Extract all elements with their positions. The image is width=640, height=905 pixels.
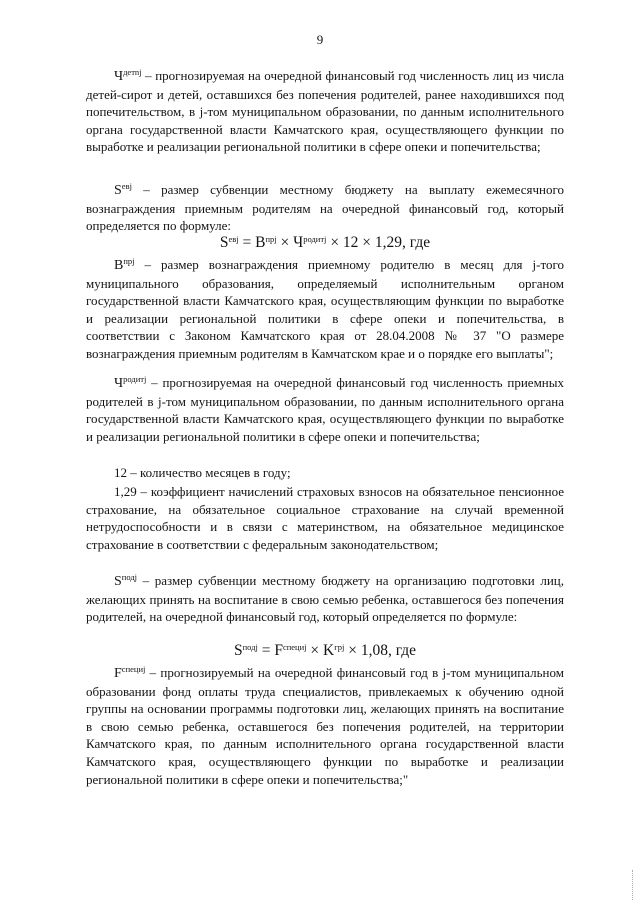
formula-operator: = bbox=[257, 642, 275, 659]
formula-operator: × bbox=[306, 642, 324, 659]
formula-superscript: прj bbox=[265, 234, 277, 244]
paragraph-text: – прогнозируемая на очередной финансовый год численность лиц из числа детей-сирот и детей, оставшихся без попечения родителей, ранее находившихся под попечительством, в j-том муниципальном образовании, по данным исполнительного органа государственной власти Камчатского края, осуществляющего функции по выработке и реализации региональной политики в сфере опеки и попечительства; bbox=[86, 68, 564, 155]
formula-symbol: K bbox=[323, 642, 335, 659]
symbol-superscript: специj bbox=[121, 664, 146, 674]
symbol-superscript: подj bbox=[121, 572, 138, 582]
symbol-s: S bbox=[114, 574, 122, 589]
symbol-superscript: родитj bbox=[123, 374, 147, 384]
paragraph-text: – размер субвенции местному бюджету на выплату ежемесячного вознаграждения приемным родителям на очередной финансовый год, который определяется по формуле: bbox=[86, 182, 564, 234]
formula-rest: × 1,08, где bbox=[344, 642, 417, 659]
paragraph-months: 12 – количество месяцев в году; bbox=[114, 465, 291, 480]
symbol-ch: Ч bbox=[114, 69, 124, 84]
paragraph-training-subvention-definition bbox=[86, 572, 564, 626]
symbol-superscript: евj bbox=[121, 181, 132, 191]
formula-symbol: F bbox=[274, 642, 283, 659]
paragraph-text: – прогнозируемая на очередной финансовый год численность приемных родителей в j-том муниципальном образовании, по данным исполнительного органа государственной власти Камчатского края, осуществляющего функции по выработке и реализации региональной политики в сфере опеки и попечительства; bbox=[86, 375, 564, 444]
paragraph-fund-definition bbox=[86, 664, 564, 788]
formula-superscript: специj bbox=[282, 642, 307, 652]
scan-edge-mark bbox=[632, 870, 636, 900]
paragraph-text: – размер вознаграждения приемному родителю в месяц для j-того муниципального образования, определяемый исполнительным органом государственной власти Камчатского края, осуществляющим функции по выработке и реализации региональной политики в сфере опеки и попечительства, в соответствии с Законом Камчатского края от 28.04.2008 № 37 "О размере вознаграждения приемным родителям в Камчатском крае и о порядке его выплаты"; bbox=[86, 257, 564, 361]
symbol-superscript: детnj bbox=[123, 67, 142, 77]
formula-rest: × 12 × 1,29, где bbox=[326, 234, 431, 251]
symbol-ch: Ч bbox=[114, 376, 124, 391]
formula-2 bbox=[86, 642, 564, 660]
page-number: 9 bbox=[316, 32, 324, 47]
symbol-s: S bbox=[114, 183, 122, 198]
formula-superscript: евj bbox=[228, 234, 239, 244]
formula-operator: × bbox=[276, 234, 294, 251]
formula-symbol: Ч bbox=[293, 234, 304, 251]
formula-operator: = bbox=[238, 234, 256, 251]
paragraph-text: – прогнозируемый на очередной финансовый год в j-том муниципальном образовании фонд оплаты труда специалистов, привлекаемых к обучению одной группы на основании программы подготовки лиц, желающих принять на воспитание в свою семью ребенка, оставшегося без попечения родителей, на территории Камчатского края, по данным исполнительного органа государственной власти Камчатского края, осуществляющего функции по выработке и реализации региональной политики в сфере опеки и попечительства;" bbox=[86, 665, 564, 787]
paragraph-subvention-definition bbox=[86, 181, 564, 235]
formula-symbol: S bbox=[233, 642, 243, 659]
paragraph-remuneration-definition bbox=[86, 256, 564, 363]
formula-superscript: грj bbox=[334, 642, 345, 652]
paragraph-children-count-definition bbox=[86, 67, 564, 156]
formula-symbol: B bbox=[255, 234, 266, 251]
formula-symbol: S bbox=[219, 234, 229, 251]
symbol-superscript: прj bbox=[123, 256, 135, 266]
symbol-f: F bbox=[114, 666, 122, 681]
paragraph-coefficient: 1,29 – коэффициент начислений страховых взносов на обязательное пенсионное страхование, на обязательное социальное страхование на случай временной нетрудоспособности и в связи с материнством, на обязательное медицинское страхование в соответствии с федеральным законодательством; bbox=[86, 484, 564, 552]
formula-superscript: родитj bbox=[303, 234, 327, 244]
formula-1 bbox=[86, 234, 564, 252]
paragraph-parents-count-definition bbox=[86, 374, 564, 445]
paragraph-text: – размер субвенции местному бюджету на организацию подготовки лиц, желающих принять на воспитание в свою семью ребенка, оставшегося без попечения родителей, на очередной финансовый год, который определяется по формуле: bbox=[86, 573, 564, 625]
symbol-b: B bbox=[114, 258, 124, 273]
formula-superscript: подj bbox=[242, 642, 258, 652]
